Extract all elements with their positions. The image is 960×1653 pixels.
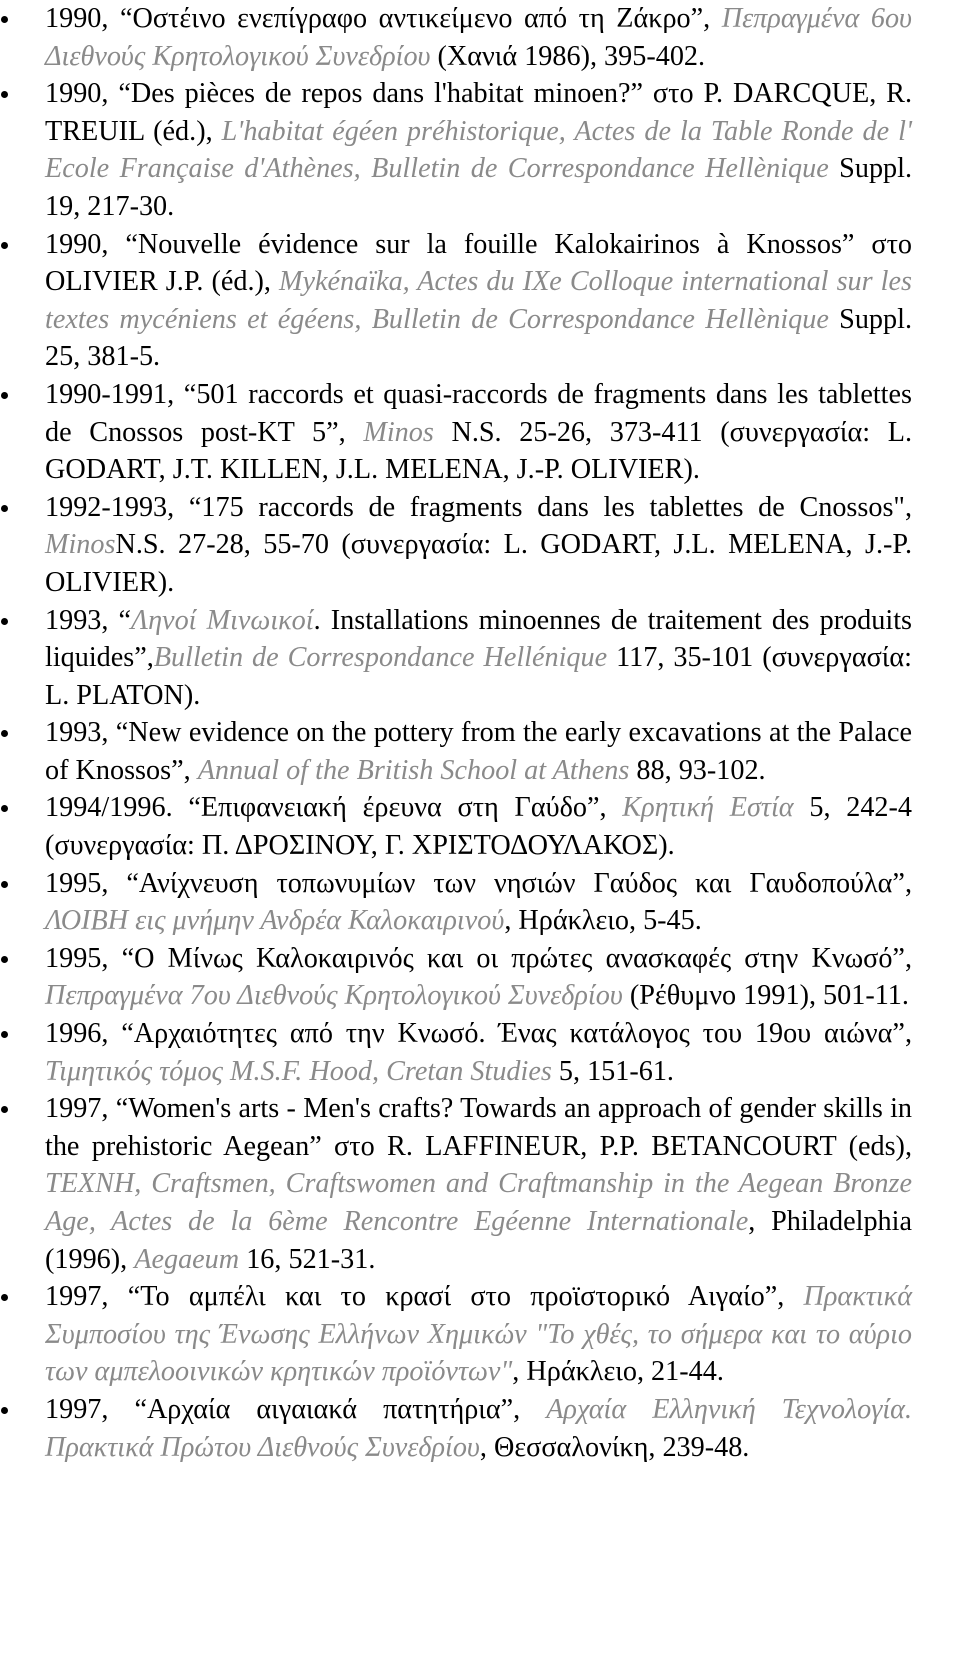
citation-text: 117, 35-101 (συνεργασία: L. PLATON). (45, 642, 912, 711)
publication-title: Annual of the British School at Athens (197, 754, 630, 786)
citation-text: 1993, “ (45, 604, 132, 636)
publication-title: Ληνοί Μινωικοί (131, 604, 314, 636)
citation-text: 16, 521-31. (239, 1243, 376, 1275)
citation-text: , Ηράκλειο, 5-45. (504, 905, 702, 937)
citation-text: 1990, “Des pièces de repos dans l'habitat minoen?” στο P. DARCQUE, R. TREUIL (éd.), (45, 78, 912, 147)
publication-title: TEXNH, Craftsmen, Craftswomen and Craftmanship in the Aegean Bronze Age, Actes de la 6ème Rencontre Egéenne Internationale (45, 1168, 912, 1237)
bibliography-entry (45, 226, 912, 376)
citation-text: (Ρέθυμνο 1991), 501-11. (622, 980, 909, 1012)
publication-title: Πεπραγμένα 7ου Διεθνούς Κρητολογικού Συνεδρίου (45, 980, 623, 1012)
citation-text: 1997, “Το αμπέλι και το κρασί στο προϊστορικό Αιγαίο”, (45, 1281, 804, 1313)
citation-text: Suppl. 19, 217-30. (45, 153, 913, 222)
citation-text: 1993, “New evidence on the pottery from the early excavations at the Palace of Knossos”, (45, 717, 912, 786)
publication-title: Minos (45, 529, 116, 561)
citation-text: 1997, “Αρχαία αιγαιακά πατητήρια”, (45, 1393, 547, 1425)
citation-text: 1990, “Nouvelle évidence sur la fouille Kalokairinos à Knossos” στο OLIVIER J.P. (éd.), (45, 228, 912, 298)
publication-title: Πρακτικά Συμποσίου της Ένωσης Ελλήνων Χημικών "Το χθές, το σήμερα και το αύριο των αμπελοοινικών κρητικών προϊόντων" (45, 1281, 912, 1388)
publication-title: Πεπραγμένα 6ου Διεθνούς Κρητολογικού Συνεδρίου (45, 3, 912, 72)
citation-text: Suppl. 25, 381-5. (45, 303, 912, 373)
citation-text: 5, 242-4 (συνεργασία: Π. ΔΡΟΣΙΝΟΥ, Γ. ΧΡΙΣΤΟΔΟΥΛΑΚΟΣ). (45, 792, 913, 862)
citation-text: N.S. 25-26, 373-411 (συνεργασία: L. GODART, J.T. KILLEN, J.L. MELENA, J.-P. OLIVIER). (45, 416, 913, 486)
publication-title: Κρητική Εστία (622, 792, 794, 824)
publication-title: Bulletin de Correspondance Hellénique (153, 642, 608, 674)
bibliography-entry (45, 489, 912, 602)
citation-text: , Ηράκλειο, 21-44. (512, 1356, 724, 1388)
citation-text: . Installations minoennes de traitement des produits liquides”, (45, 604, 912, 674)
bibliography-entry (45, 0, 912, 75)
citation-text: (Χανιά 1986), 395-402. (430, 40, 706, 72)
citation-text: N.S. 27-28, 55-70 (συνεργασία: L. GODART, J.L. MELENA, J.-P. OLIVIER). (45, 529, 912, 598)
citation-text: 5, 151-61. (551, 1055, 674, 1087)
publication-title: Τιμητικός τόμος M.S.F. Hood, Cretan Studies (45, 1055, 552, 1087)
bibliography-entry (45, 865, 912, 940)
citation-text: , Philadelphia (1996), (45, 1206, 912, 1275)
publication-title: Aegaeum (134, 1243, 240, 1275)
citation-text: 1995, “Ο Μίνως Καλοκαιρινός και οι πρώτες ανασκαφές στην Κνωσό”, (45, 942, 912, 974)
citation-text: 1990-1991, “501 raccords et quasi-raccords de fragments dans les tablettes de Cnossos post-KT 5”, (45, 378, 912, 448)
publication-title: L'habitat égéen préhistorique, Actes de la Table Ronde de l' Ecole Française d'Athènes, Bulletin de Correspondance Hellènique (45, 115, 913, 185)
publication-title: Minos (363, 416, 434, 448)
citation-text: 1996, “Αρχαιότητες από την Κνωσό. Ένας κατάλογος του 19ου αιώνα”, (45, 1018, 912, 1050)
bibliography-entry (45, 75, 912, 225)
publication-title: Mykénaïka, Actes du IXe Colloque international sur les textes mycéniens et égéens, Bulletin de Correspondance Hellènique (45, 266, 912, 335)
bibliography-entry (45, 789, 912, 864)
citation-text: 88, 93-102. (629, 754, 766, 786)
bibliography-entry (45, 602, 912, 715)
citation-text: 1997, “Women's arts - Men's crafts? Towards an approach of gender skills in the prehistoric Aegean” στο R. LAFFINEUR, P.P. BETANCOURT (eds), (45, 1093, 912, 1162)
bibliography-entry (45, 1090, 912, 1278)
citation-text: 1995, “Ανίχνευση τοπωνυμίων των νησιών Γαύδος και Γαυδοπούλα”, (45, 867, 912, 899)
bibliography-entry (45, 1278, 912, 1391)
publication-title: ΛΟΙΒΗ εις μνήμην Ανδρέα Καλοκαιρινού (45, 905, 505, 937)
bibliography-entry (45, 1015, 912, 1090)
citation-text: 1990, “Οστέινο ενεπίγραφο αντικείμενο από τη Ζάκρο”, (45, 3, 722, 34)
bibliography-entry (45, 1391, 912, 1466)
bibliography-entry (45, 714, 912, 789)
bibliography-entry (45, 940, 912, 1015)
publication-title: Αρχαία Ελληνική Τεχνολογία. Πρακτικά Πρώτου Διεθνούς Συνεδρίου (45, 1393, 912, 1463)
bibliography-entry (45, 376, 912, 489)
citation-text: , Θεσσαλονίκη, 239-48. (479, 1431, 750, 1463)
citation-text: 1992-1993, “175 raccords de fragments dans les tablettes de Cnossos", (45, 491, 912, 523)
citation-text: 1994/1996. “Επιφανειακή έρευνα στη Γαύδο”, (45, 792, 623, 824)
